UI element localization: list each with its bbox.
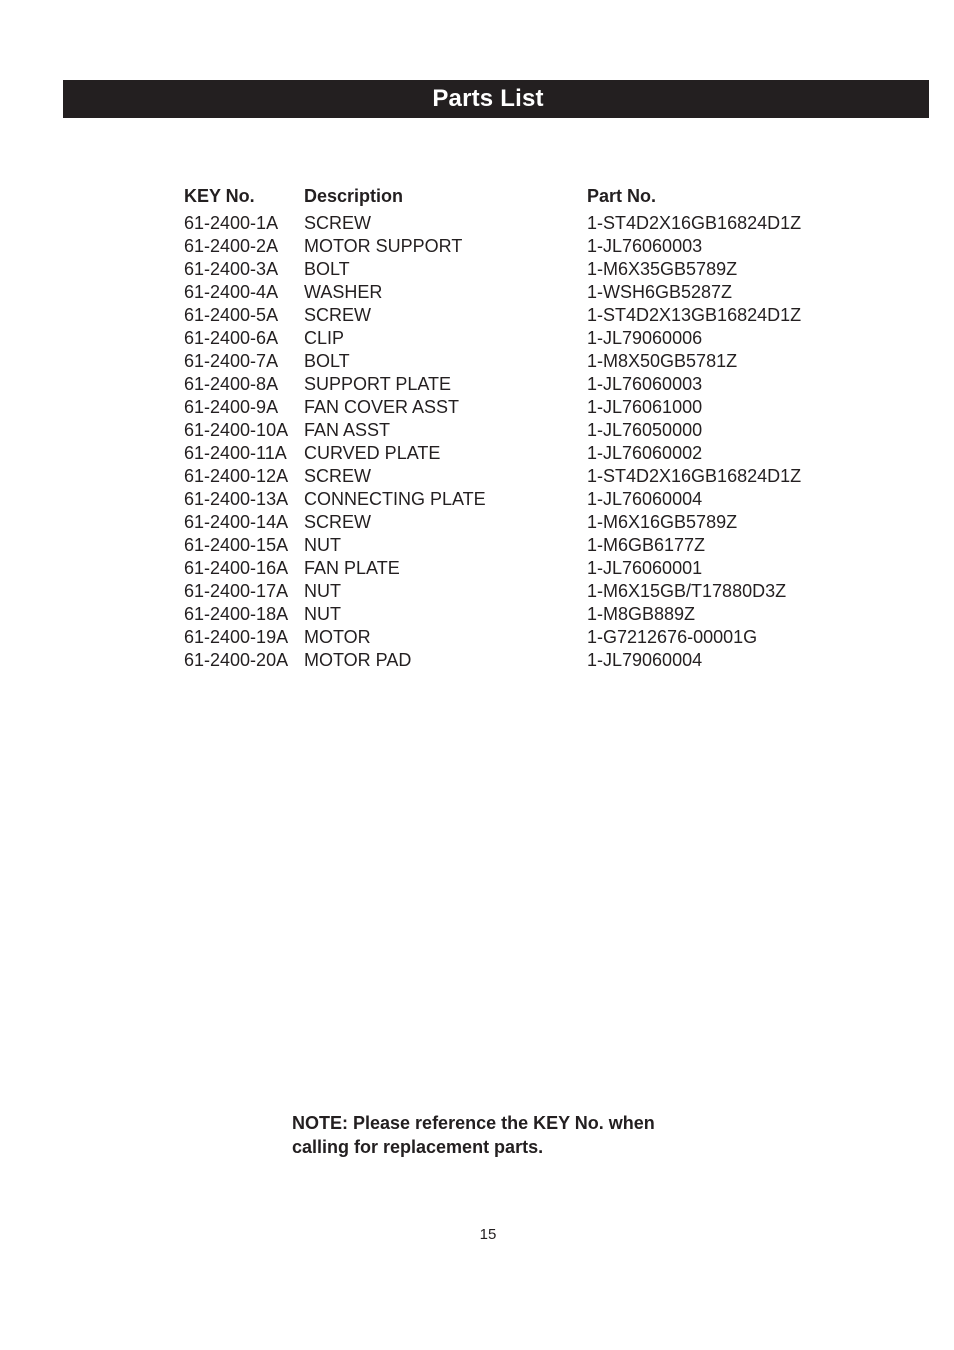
description-cell: NUT bbox=[304, 581, 341, 601]
description-cell: CONNECTING PLATE bbox=[304, 489, 486, 509]
table-row bbox=[184, 488, 847, 511]
description-cell: CURVED PLATE bbox=[304, 443, 441, 463]
part-number-cell: 1-ST4D2X13GB16824D1Z bbox=[587, 305, 802, 325]
description-cell: SCREW bbox=[304, 466, 371, 486]
table-row bbox=[184, 534, 847, 557]
key-number-cell: 61-2400-7A bbox=[184, 351, 279, 371]
part-number-cell: 1-JL79060004 bbox=[587, 650, 703, 670]
description-cell: WASHER bbox=[304, 282, 383, 302]
key-number-cell: 61-2400-14A bbox=[184, 512, 289, 532]
table-row bbox=[184, 649, 847, 672]
part-number-cell: 1-WSH6GB5287Z bbox=[587, 282, 733, 302]
description-cell: NUT bbox=[304, 604, 341, 624]
description-cell: SCREW bbox=[304, 213, 371, 233]
part-number-cell: 1-JL76060003 bbox=[587, 374, 703, 394]
table-row bbox=[184, 580, 847, 603]
key-number-cell: 61-2400-5A bbox=[184, 305, 279, 325]
part-number-cell: 1-M6X35GB5789Z bbox=[587, 259, 738, 279]
note-line-2: calling for replacement parts. bbox=[292, 1137, 544, 1157]
description-cell: MOTOR PAD bbox=[304, 650, 412, 670]
table-row bbox=[184, 419, 847, 442]
table-row bbox=[184, 465, 847, 488]
part-number-cell: 1-M6X15GB/T17880D3Z bbox=[587, 581, 787, 601]
description-cell: SUPPORT PLATE bbox=[304, 374, 452, 394]
table-row bbox=[184, 396, 847, 419]
key-number-cell: 61-2400-11A bbox=[184, 443, 287, 463]
table-row bbox=[184, 235, 847, 258]
description-cell: CLIP bbox=[304, 328, 345, 348]
key-number-cell: 61-2400-18A bbox=[184, 604, 289, 624]
column-header-part-number: Part No. bbox=[587, 186, 657, 206]
table-row bbox=[184, 626, 847, 649]
key-number-cell: 61-2400-1A bbox=[184, 213, 279, 233]
parts-table bbox=[184, 183, 847, 672]
table-row bbox=[184, 603, 847, 626]
part-number-cell: 1-JL76060004 bbox=[587, 489, 703, 509]
part-number-cell: 1-JL76060002 bbox=[587, 443, 703, 463]
table-row bbox=[184, 258, 847, 281]
key-number-cell: 61-2400-16A bbox=[184, 558, 289, 578]
key-number-cell: 61-2400-13A bbox=[184, 489, 289, 509]
description-cell: FAN PLATE bbox=[304, 558, 400, 578]
description-cell: NUT bbox=[304, 535, 341, 555]
key-number-cell: 61-2400-20A bbox=[184, 650, 289, 670]
part-number-cell: 1-JL79060006 bbox=[587, 328, 703, 348]
part-number-cell: 1-JL76061000 bbox=[587, 397, 703, 417]
parts-table-body bbox=[184, 209, 847, 672]
parts-table-header bbox=[184, 183, 847, 209]
part-number-cell: 1-M8GB889Z bbox=[587, 604, 696, 624]
description-cell: BOLT bbox=[304, 351, 350, 371]
page-number: 15 bbox=[479, 1226, 497, 1243]
key-number-cell: 61-2400-6A bbox=[184, 328, 279, 348]
description-cell: BOLT bbox=[304, 259, 350, 279]
page-title: Parts List bbox=[432, 85, 544, 112]
description-cell: FAN COVER ASST bbox=[304, 397, 460, 417]
key-number-cell: 61-2400-17A bbox=[184, 581, 289, 601]
table-row bbox=[184, 350, 847, 373]
key-number-cell: 61-2400-9A bbox=[184, 397, 279, 417]
key-number-cell: 61-2400-10A bbox=[184, 420, 289, 440]
table-row bbox=[184, 209, 847, 235]
description-cell: FAN ASST bbox=[304, 420, 391, 440]
part-number-cell: 1-JL76060003 bbox=[587, 236, 703, 256]
column-header-description: Description bbox=[304, 186, 404, 206]
key-number-cell: 61-2400-12A bbox=[184, 466, 289, 486]
table-row bbox=[184, 373, 847, 396]
key-number-cell: 61-2400-3A bbox=[184, 259, 279, 279]
description-cell: MOTOR SUPPORT bbox=[304, 236, 463, 256]
part-number-cell: 1-JL76060001 bbox=[587, 558, 703, 578]
table-row bbox=[184, 511, 847, 534]
part-number-cell: 1-ST4D2X16GB16824D1Z bbox=[587, 213, 802, 233]
table-row bbox=[184, 442, 847, 465]
part-number-cell: 1-G7212676-00001G bbox=[587, 627, 758, 647]
key-number-cell: 61-2400-15A bbox=[184, 535, 289, 555]
description-cell: SCREW bbox=[304, 512, 371, 532]
description-cell: MOTOR bbox=[304, 627, 371, 647]
table-row bbox=[184, 281, 847, 304]
header-row bbox=[184, 183, 847, 209]
note-line-1: NOTE: Please reference the KEY No. when bbox=[292, 1113, 655, 1133]
part-number-cell: 1-JL76050000 bbox=[587, 420, 703, 440]
part-number-cell: 1-ST4D2X16GB16824D1Z bbox=[587, 466, 802, 486]
table-row bbox=[184, 327, 847, 350]
table-row bbox=[184, 557, 847, 580]
part-number-cell: 1-M8X50GB5781Z bbox=[587, 351, 738, 371]
key-number-cell: 61-2400-8A bbox=[184, 374, 279, 394]
table-row bbox=[184, 304, 847, 327]
title-bar bbox=[63, 80, 929, 118]
column-header-key: KEY No. bbox=[184, 186, 255, 206]
key-number-cell: 61-2400-4A bbox=[184, 282, 279, 302]
replacement-note bbox=[292, 1111, 752, 1159]
description-cell: SCREW bbox=[304, 305, 371, 325]
key-number-cell: 61-2400-19A bbox=[184, 627, 289, 647]
key-number-cell: 61-2400-2A bbox=[184, 236, 279, 256]
part-number-cell: 1-M6GB6177Z bbox=[587, 535, 706, 555]
part-number-cell: 1-M6X16GB5789Z bbox=[587, 512, 738, 532]
